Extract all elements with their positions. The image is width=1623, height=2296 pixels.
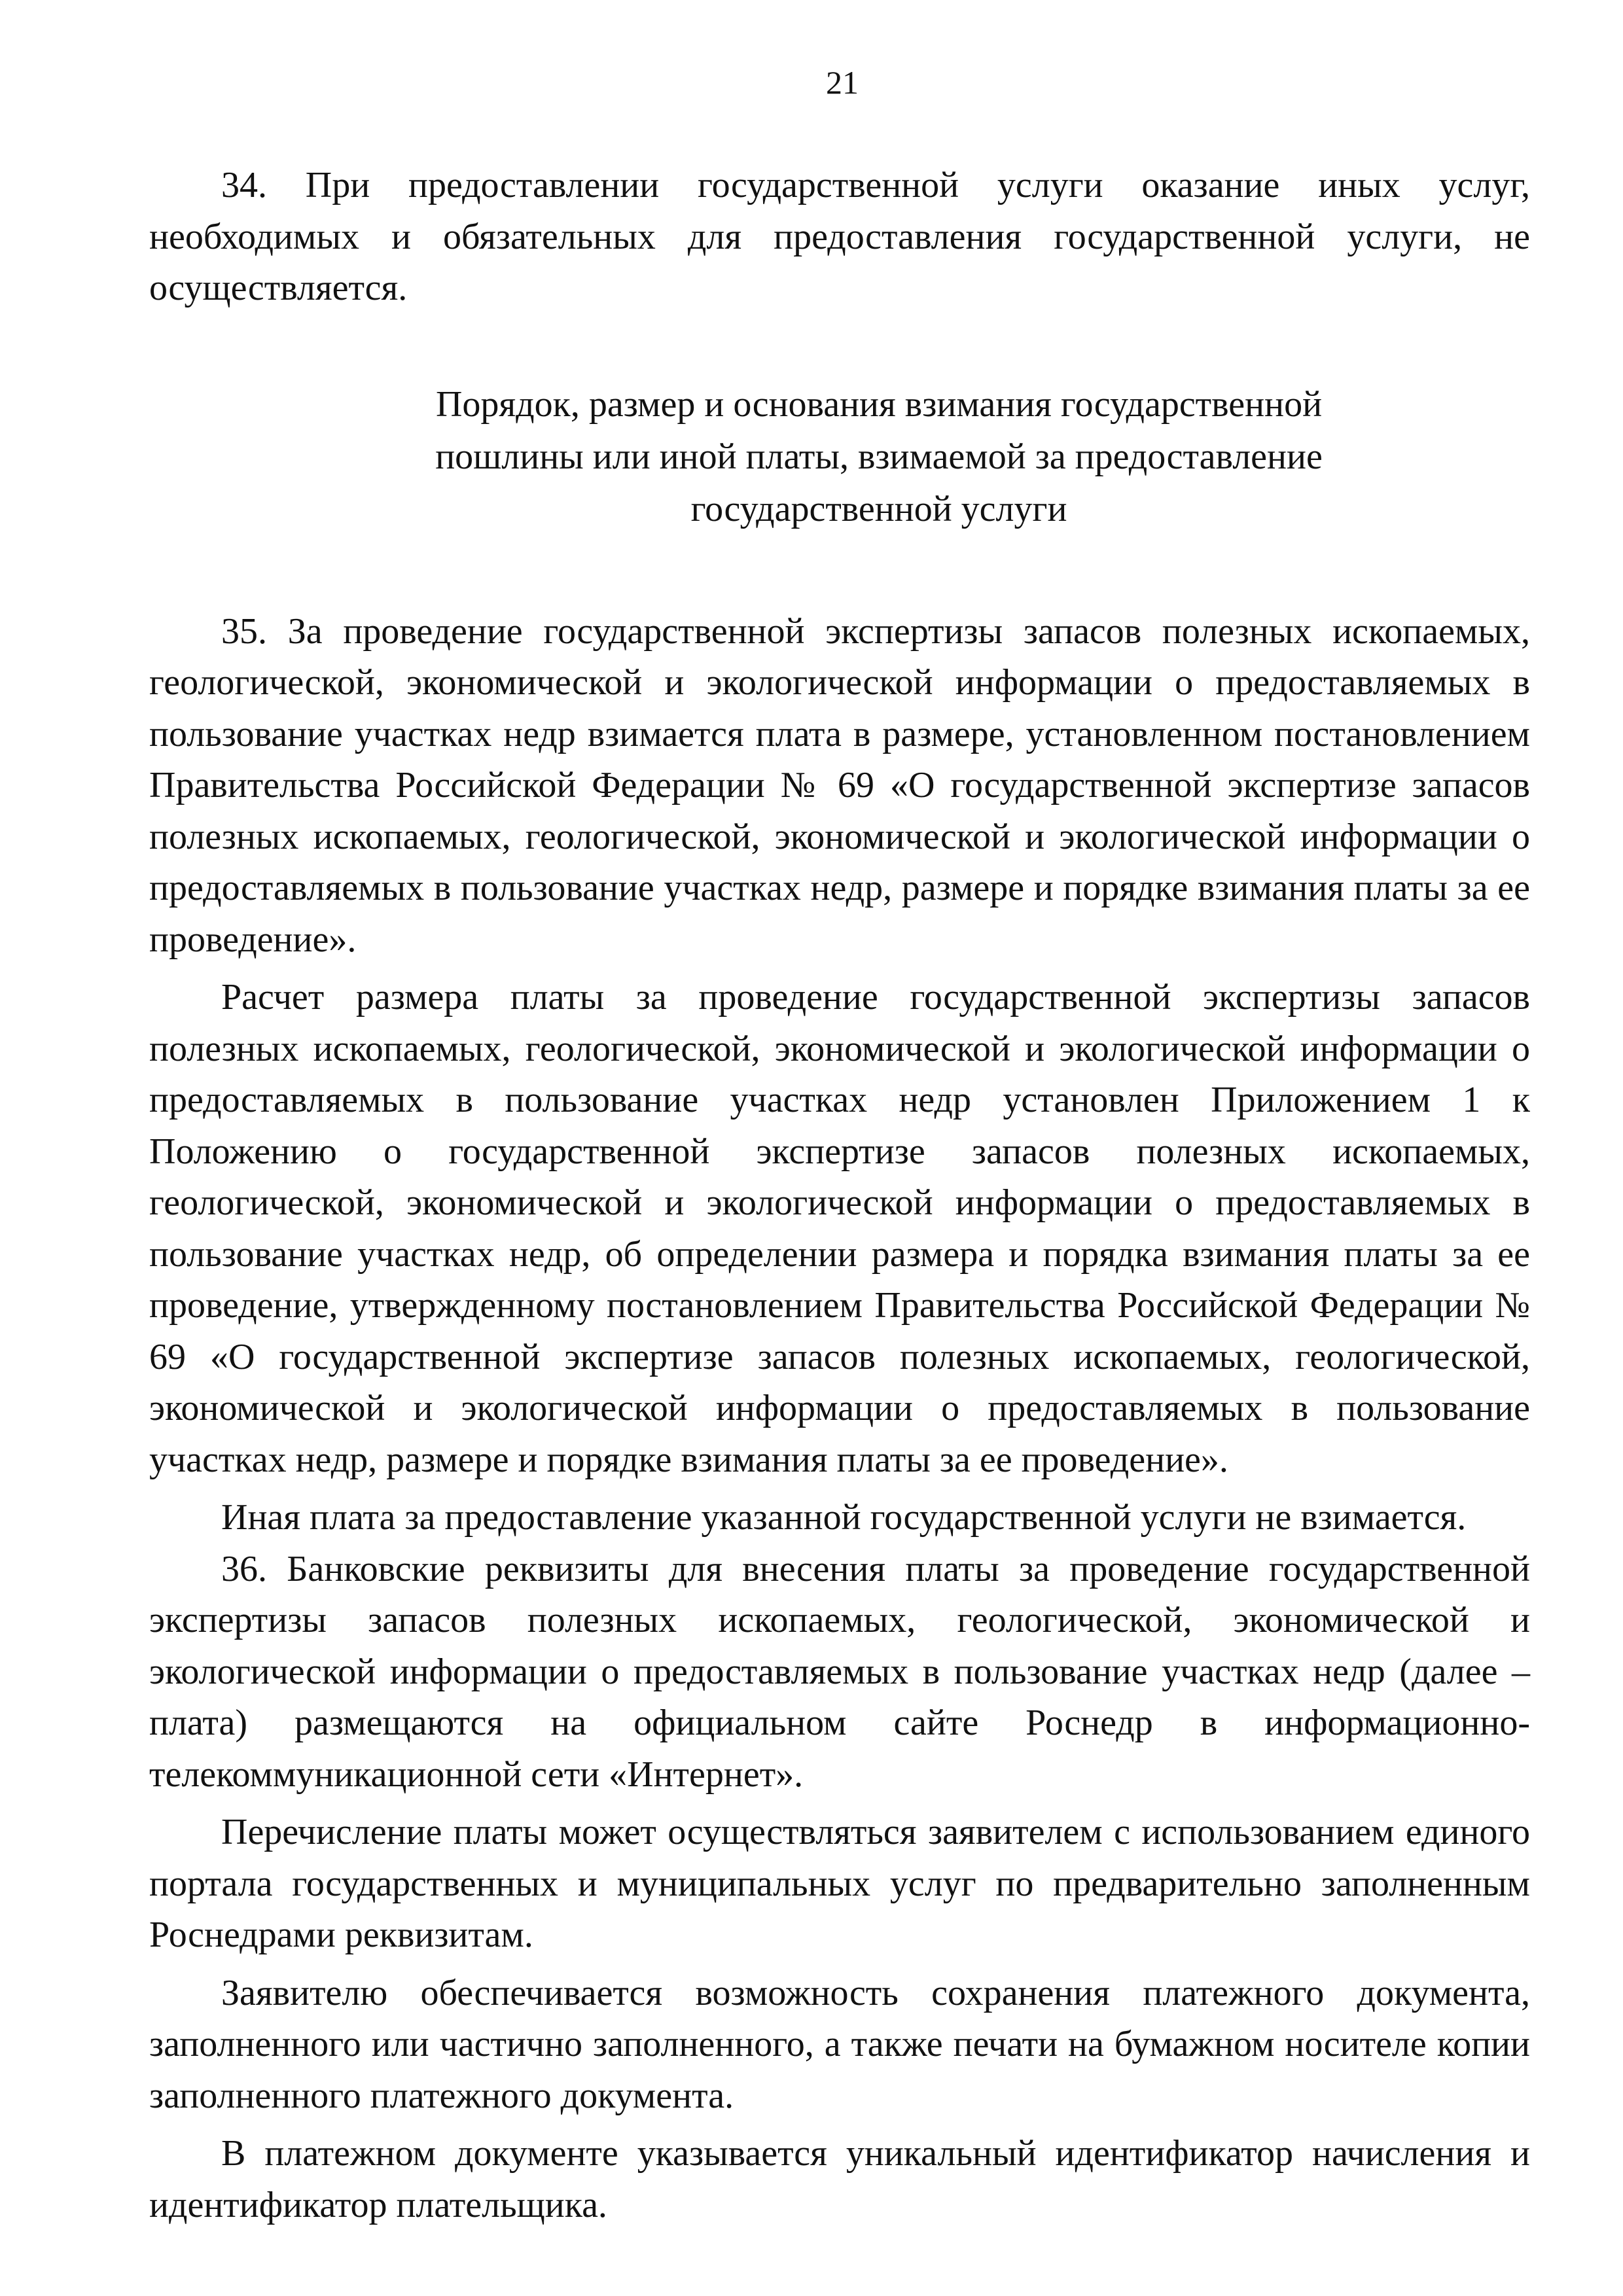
- section-heading: [149, 378, 1530, 535]
- section-heading-line-1: Порядок, размер и основания взимания государственной: [435, 383, 1323, 425]
- page-number: 21: [826, 64, 859, 101]
- section-heading-text: [228, 378, 1530, 535]
- section-heading-line-2: пошлины или иной платы, взимаемой за предоставление: [435, 436, 1323, 477]
- document-body: [149, 160, 1530, 2231]
- paragraph-36: 36. Банковские реквизиты для внесения платы за проведение государственной экспертизы запасов полезных ископаемых, геологической, экономической и экологической информации о предоставляемых в пользование участках недр (далее – плата) размещаются на официальном сайте Роснедр в информационно-телекоммуникационной сети «Интернет».: [149, 1548, 1530, 1795]
- paragraph-34: 34. При предоставлении государственной услуги оказание иных услуг, необходимых и обязательных для предоставления государственной услуги, не осуществляется.: [149, 165, 1530, 308]
- section-heading-line-3: государственной услуги: [690, 488, 1067, 529]
- paragraph-no-other-fee: Иная плата за предоставление указанной государственной услуги не взимается.: [221, 1497, 1467, 1538]
- paragraph-identifier: В платежном документе указывается уникальный идентификатор начисления и идентификатор плательщика.: [149, 2133, 1530, 2225]
- paragraph-calculation: Расчет размера платы за проведение государственной экспертизы запасов полезных ископаемых, геологической, экономической и экологической информации о предоставляемых в пользование участках недр установлен Приложением 1 к Положению о государственной экспертизе запасов полезных ископаемых, геологической, экономической и экологической информации о предоставляемых в пользование участках недр, об определении размера и порядка взимания платы за ее проведение, утвержденному постановлением Правительства Российской Федерации № 69 «О государственной экспертизе запасов полезных ископаемых, геологической, экономической и экологической информации о предоставляемых в пользование участках недр, размере и порядке взимания платы за ее проведение».: [149, 977, 1530, 1480]
- paragraph-35: 35. За проведение государственной экспертизы запасов полезных ископаемых, геологической, экономической и экологической информации о предоставляемых в пользование участках недр взимается плата в размере, установленном постановлением Правительства Российской Федерации № 69 «О государственной экспертизе запасов полезных ископаемых, геологической, экономической и экологической информации о предоставляемых в пользование участках недр, размере и порядке взимания платы за ее проведение».: [149, 610, 1530, 960]
- paragraph-transfer: Перечисление платы может осуществляться заявителем с использованием единого портала государственных и муниципальных услуг по предварительно заполненным Роснедрами реквизитам.: [149, 1812, 1530, 1955]
- paragraph-saving: Заявителю обеспечивается возможность сохранения платежного документа, заполненного или частично заполненного, а также печати на бумажном носителе копии заполненного платежного документа.: [149, 1972, 1530, 2116]
